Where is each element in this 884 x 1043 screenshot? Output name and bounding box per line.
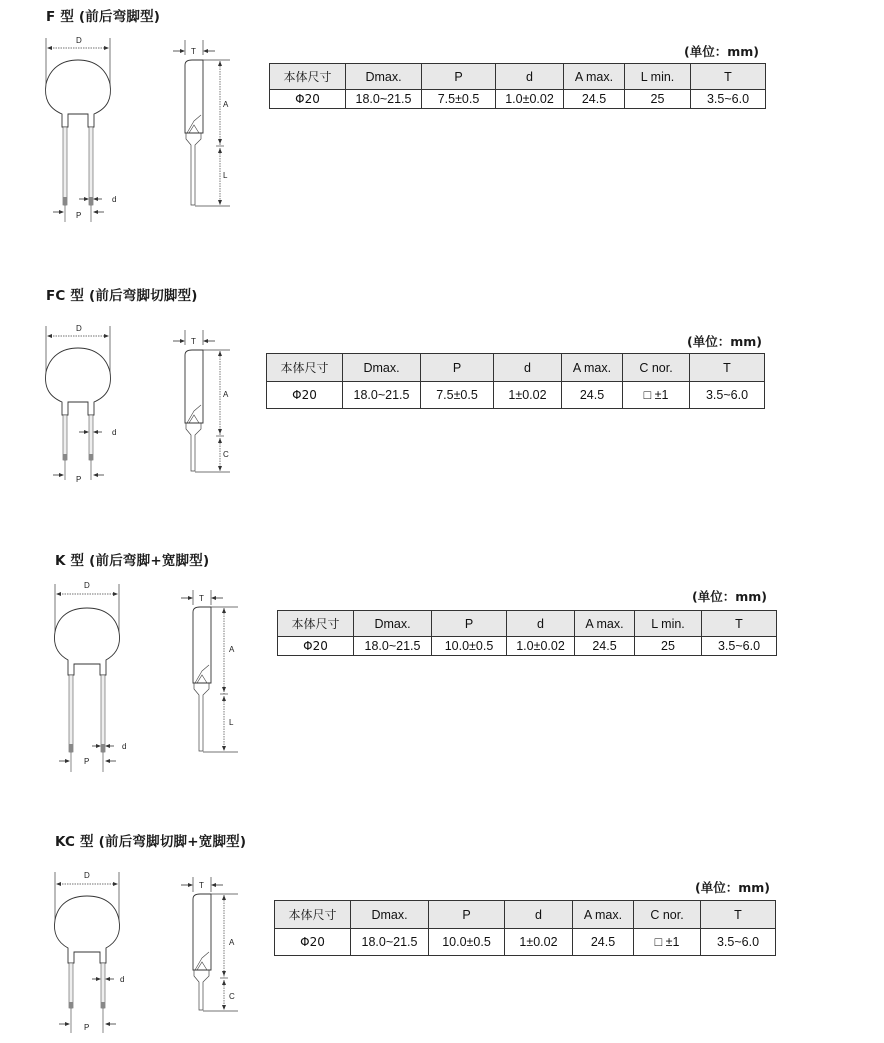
- header-cell: d: [505, 901, 573, 929]
- table-cell: 18.0~21.5: [351, 929, 429, 956]
- header-cell: A max.: [573, 901, 634, 929]
- section-title: F 型 (前后弯脚型): [46, 9, 161, 25]
- header-cell: A max.: [564, 64, 625, 90]
- dim-label-P: P: [76, 211, 82, 220]
- dim-label-L: L: [229, 718, 234, 727]
- table-header-row: [275, 901, 776, 929]
- header-cell: Dmax.: [346, 64, 422, 90]
- header-cell: C nor.: [634, 901, 701, 929]
- dim-label-A: A: [223, 100, 229, 109]
- table-cell: □ ±1: [623, 382, 690, 409]
- section-title: K 型 (前后弯脚+宽脚型): [55, 553, 210, 569]
- header-cell: 本体尺寸: [267, 354, 343, 382]
- table-cell: 3.5~6.0: [702, 637, 777, 656]
- dim-label-A: A: [229, 938, 235, 947]
- table-cell: 18.0~21.5: [354, 637, 432, 656]
- dim-label-P: P: [76, 475, 82, 484]
- table-cell: 1.0±0.02: [496, 90, 564, 109]
- dim-label-C: C: [223, 450, 229, 459]
- header-cell: P: [432, 611, 507, 637]
- header-cell: d: [507, 611, 575, 637]
- table-cell: 3.5~6.0: [690, 382, 765, 409]
- table-cell: 10.0±0.5: [432, 637, 507, 656]
- dim-label-D: D: [84, 581, 90, 590]
- spec-table: [269, 63, 766, 109]
- dim-label-D: D: [76, 36, 82, 45]
- table-cell: Φ20: [278, 637, 354, 656]
- header-cell: P: [422, 64, 496, 90]
- header-cell: 本体尺寸: [278, 611, 354, 637]
- dim-label-T: T: [191, 337, 196, 346]
- side-view-diagram: [178, 585, 248, 760]
- header-cell: T: [701, 901, 776, 929]
- spec-table: [277, 610, 777, 656]
- table-header-row: [278, 611, 777, 637]
- table-row: [267, 382, 765, 409]
- table-cell: 18.0~21.5: [343, 382, 421, 409]
- dim-label-P: P: [84, 757, 90, 766]
- dim-label-A: A: [229, 645, 235, 654]
- dim-label-d: d: [112, 428, 117, 437]
- table-cell: 1.0±0.02: [507, 637, 575, 656]
- table-cell: 18.0~21.5: [346, 90, 422, 109]
- header-cell: T: [690, 354, 765, 382]
- header-cell: L min.: [625, 64, 691, 90]
- header-cell: 本体尺寸: [275, 901, 351, 929]
- table-cell: 25: [635, 637, 702, 656]
- dim-label-d: d: [122, 742, 127, 751]
- table-cell: 1±0.02: [505, 929, 573, 956]
- unit-label: (单位：mm): [695, 880, 770, 895]
- header-cell: P: [429, 901, 505, 929]
- table-cell: Φ20: [270, 90, 346, 109]
- section-kc-type: [0, 820, 884, 1043]
- table-cell: 24.5: [562, 382, 623, 409]
- dim-label-A: A: [223, 390, 229, 399]
- table-header-row: [270, 64, 766, 90]
- dim-label-L: L: [223, 171, 228, 180]
- table-cell: Φ20: [275, 929, 351, 956]
- header-cell: T: [691, 64, 766, 90]
- dim-label-d: d: [120, 975, 125, 984]
- dim-label-T: T: [191, 47, 196, 56]
- front-view-diagram: [50, 868, 140, 1043]
- header-cell: d: [494, 354, 562, 382]
- table-cell: 3.5~6.0: [691, 90, 766, 109]
- header-cell: C nor.: [623, 354, 690, 382]
- front-view-diagram: [50, 580, 140, 775]
- header-cell: Dmax.: [343, 354, 421, 382]
- table-cell: Φ20: [267, 382, 343, 409]
- table-header-row: [267, 354, 765, 382]
- header-cell: T: [702, 611, 777, 637]
- table-cell: 7.5±0.5: [421, 382, 494, 409]
- header-cell: A max.: [562, 354, 623, 382]
- front-view-diagram: [40, 32, 130, 227]
- front-view-diagram: [40, 320, 130, 490]
- table-cell: 24.5: [575, 637, 635, 656]
- table-cell: 24.5: [573, 929, 634, 956]
- header-cell: Dmax.: [354, 611, 432, 637]
- table-row: [278, 637, 777, 656]
- table-cell: 24.5: [564, 90, 625, 109]
- table-cell: 25: [625, 90, 691, 109]
- section-f-type: [0, 0, 884, 260]
- dim-label-T: T: [199, 881, 204, 890]
- table-cell: 3.5~6.0: [701, 929, 776, 956]
- table-cell: □ ±1: [634, 929, 701, 956]
- unit-label: (单位：mm): [692, 589, 767, 604]
- header-cell: Dmax.: [351, 901, 429, 929]
- table-cell: 1±0.02: [494, 382, 562, 409]
- table-row: [270, 90, 766, 109]
- side-view-diagram: [178, 872, 248, 1032]
- header-cell: 本体尺寸: [270, 64, 346, 90]
- section-title: KC 型 (前后弯脚切脚+宽脚型): [55, 834, 247, 850]
- dim-label-D: D: [76, 324, 82, 333]
- dim-label-C: C: [229, 992, 235, 1001]
- table-row: [275, 929, 776, 956]
- side-view-diagram: [170, 35, 240, 215]
- table-cell: 7.5±0.5: [422, 90, 496, 109]
- spec-table: [274, 900, 776, 956]
- section-k-type: [0, 540, 884, 790]
- dim-label-D: D: [84, 871, 90, 880]
- dim-label-d: d: [112, 195, 117, 204]
- unit-label: (单位：mm): [684, 44, 759, 59]
- dim-label-T: T: [199, 594, 204, 603]
- table-cell: 10.0±0.5: [429, 929, 505, 956]
- side-view-diagram: [170, 325, 240, 485]
- unit-label: (单位：mm): [687, 334, 762, 349]
- header-cell: d: [496, 64, 564, 90]
- header-cell: A max.: [575, 611, 635, 637]
- header-cell: P: [421, 354, 494, 382]
- dim-label-P: P: [84, 1023, 90, 1032]
- section-title: FC 型 (前后弯脚切脚型): [46, 288, 198, 304]
- header-cell: L min.: [635, 611, 702, 637]
- section-fc-type: [0, 275, 884, 515]
- spec-table: [266, 353, 765, 409]
